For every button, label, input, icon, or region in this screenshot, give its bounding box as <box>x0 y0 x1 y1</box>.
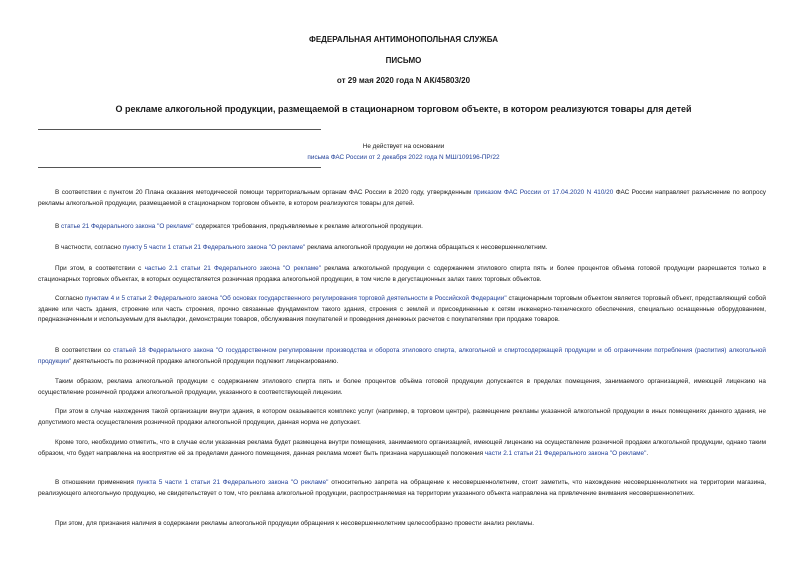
paragraph-6: В соответствии со статьей 18 Федерального закона "О государственном регулировании производства и оборота этилового спирта, алкогольной и спиртосодержащей продукции и об ограничении потребления (распития) алкогольной продукции" деятельность по розничной продаже алкогольной продукции подлежит лицензированию. <box>38 347 766 365</box>
link-article-21[interactable]: статье 21 Федерального закона "О рекламе" <box>61 223 194 230</box>
document-type: ПИСЬМО <box>385 56 422 65</box>
document-date-number: от 29 мая 2020 года N АК/45803/20 <box>336 76 471 85</box>
paragraph-7: Таким образом, реклама алкогольной продукции с содержанием этилового спирта пять и более процентов объёма готовой продукции допускается в пределах помещения, занимаемого организацией, имеющей лицензию на осуществление розничной продажи алкогольной продукции, указанного в соответствующей лицензии. <box>38 378 766 396</box>
link-alcohol-law[interactable]: статьей 18 Федерального закона "О государственном регулировании производства и оборота этилового спирта, алкогольной и спиртосодержащей продукции и об ограничении потребления (распития) алкогольной продукции" <box>38 347 766 365</box>
paragraph-4: При этом, в соответствии с частью 2.1 статьи 21 Федерального закона "О рекламе" реклама алкогольной продукции с содержанием этилового спирта пять и более процентов объема готовой продукции разрешается только в стационарных торговых объектах, в которых осуществляется розничная продажа алкогольной продукции, в том числе в дегустационных залах таких торговых объектов. <box>38 265 766 283</box>
paragraph-5: Согласно пунктам 4 и 5 статьи 2 Федерального закона "Об основах государственного регулирования торговой деятельности в Российской Федерации" стационарным торговым объектом является торговый объект, представляющий собой здание или часть здания, строение или часть строения, прочно связанные фундаментом такого здания, строения с землей и присоединенные к сетям инженерно-технического обеспечения, специально оснащенные оборудованием, предназначенным и используемым для выкладки, демонстрации товаров, обслуживания покупателей и проведения денежных расчетов с покупателями при продаже товаров. <box>38 295 767 324</box>
bottom-divider <box>38 167 321 168</box>
agency-name: ФЕДЕРАЛЬНАЯ АНТИМОНОПОЛЬНАЯ СЛУЖБА <box>309 35 498 44</box>
link-order-fas[interactable]: приказом ФАС России от 17.04.2020 N 410/20 <box>473 189 614 196</box>
link-part21-art21-2[interactable]: части 2.1 статьи 21 Федерального закона "О рекламе" <box>484 449 647 457</box>
status-note: Не действует на основании <box>362 143 445 150</box>
link-p5-part1-art21-2[interactable]: пункта 5 части 1 статьи 21 Федерального закона "О рекламе" <box>136 479 329 486</box>
paragraph-9: Кроме того, необходимо отметить, что в случае если указанная реклама будет размещена внутри помещения, занимаемого организацией, имеющей лицензию на осуществление розничной продажи алкогольной продукции, однако таким образом, что будет направлена на восприятие её за пределами данного помещения, данная реклама может быть признана нарушающей положения части 2.1 статьи 21 Федерального закона "О рекламе". <box>38 439 766 457</box>
status-note-link[interactable]: письма ФАС России от 2 декабря 2022 года N МШ/109196-ПР/22 <box>307 154 500 161</box>
paragraph-3: В частности, согласно пункту 5 части 1 статьи 21 Федерального закона "О рекламе" реклама алкогольной продукции не должна обращаться к несовершеннолетним. <box>55 244 548 251</box>
paragraph-2: В статье 21 Федерального закона "О рекламе" содержатся требования, предъявляемые к рекламе алкогольной продукции. <box>55 223 423 230</box>
document-title: О рекламе алкогольной продукции, размещаемой в стационарном торговом объекте, в котором реализуются товары для детей <box>115 104 692 114</box>
link-p5-part1-art21[interactable]: пункту 5 части 1 статьи 21 Федерального закона "О рекламе" <box>122 244 306 251</box>
top-divider <box>38 129 321 130</box>
paragraph-10: В отношении применения пункта 5 части 1 статьи 21 Федерального закона "О рекламе" относительно запрета на обращение к несовершеннолетним, стоит заметить, что нахождение несовершеннолетних на территории магазина, реализующего алкогольную продукцию, не свидетельствует о том, что реклама алкогольной продукции, распространяемая на территории указанного объекта направлена на привлечение внимания несовершеннолетних. <box>38 479 766 497</box>
link-trade-law[interactable]: пунктам 4 и 5 статьи 2 Федерального закона "Об основах государственного регулирования торговой деятельности в Российской Федерации" <box>84 295 507 302</box>
link-part21-art21[interactable]: частью 2.1 статьи 21 Федерального закона "О рекламе" <box>144 265 321 272</box>
paragraph-8: При этом в случае нахождения такой организации внутри здания, в котором оказывается комплекс услуг (например, в торговом центре), размещение рекламы указанной алкогольной продукции в иных помещениях данного здания, не допустимого места осуществления розничной продажи алкогольной продукции, данная норма не допускает. <box>38 408 766 426</box>
paragraph-11: При этом, для признания наличия в содержании рекламы алкогольной продукции обращения к несовершеннолетним целесообразно провести анализ рекламы. <box>55 520 534 527</box>
paragraph-1: В соответствии с пунктом 20 Плана оказания методической помощи территориальным органам ФАС России в 2020 году, утвержденным приказом ФАС России от 17.04.2020 N 410/20 ФАС России направляет разъяснение по вопросу рекламы алкогольной продукции, размещаемой в стационарном торговом объекте, в котором реализуются товары для детей. <box>38 189 766 207</box>
